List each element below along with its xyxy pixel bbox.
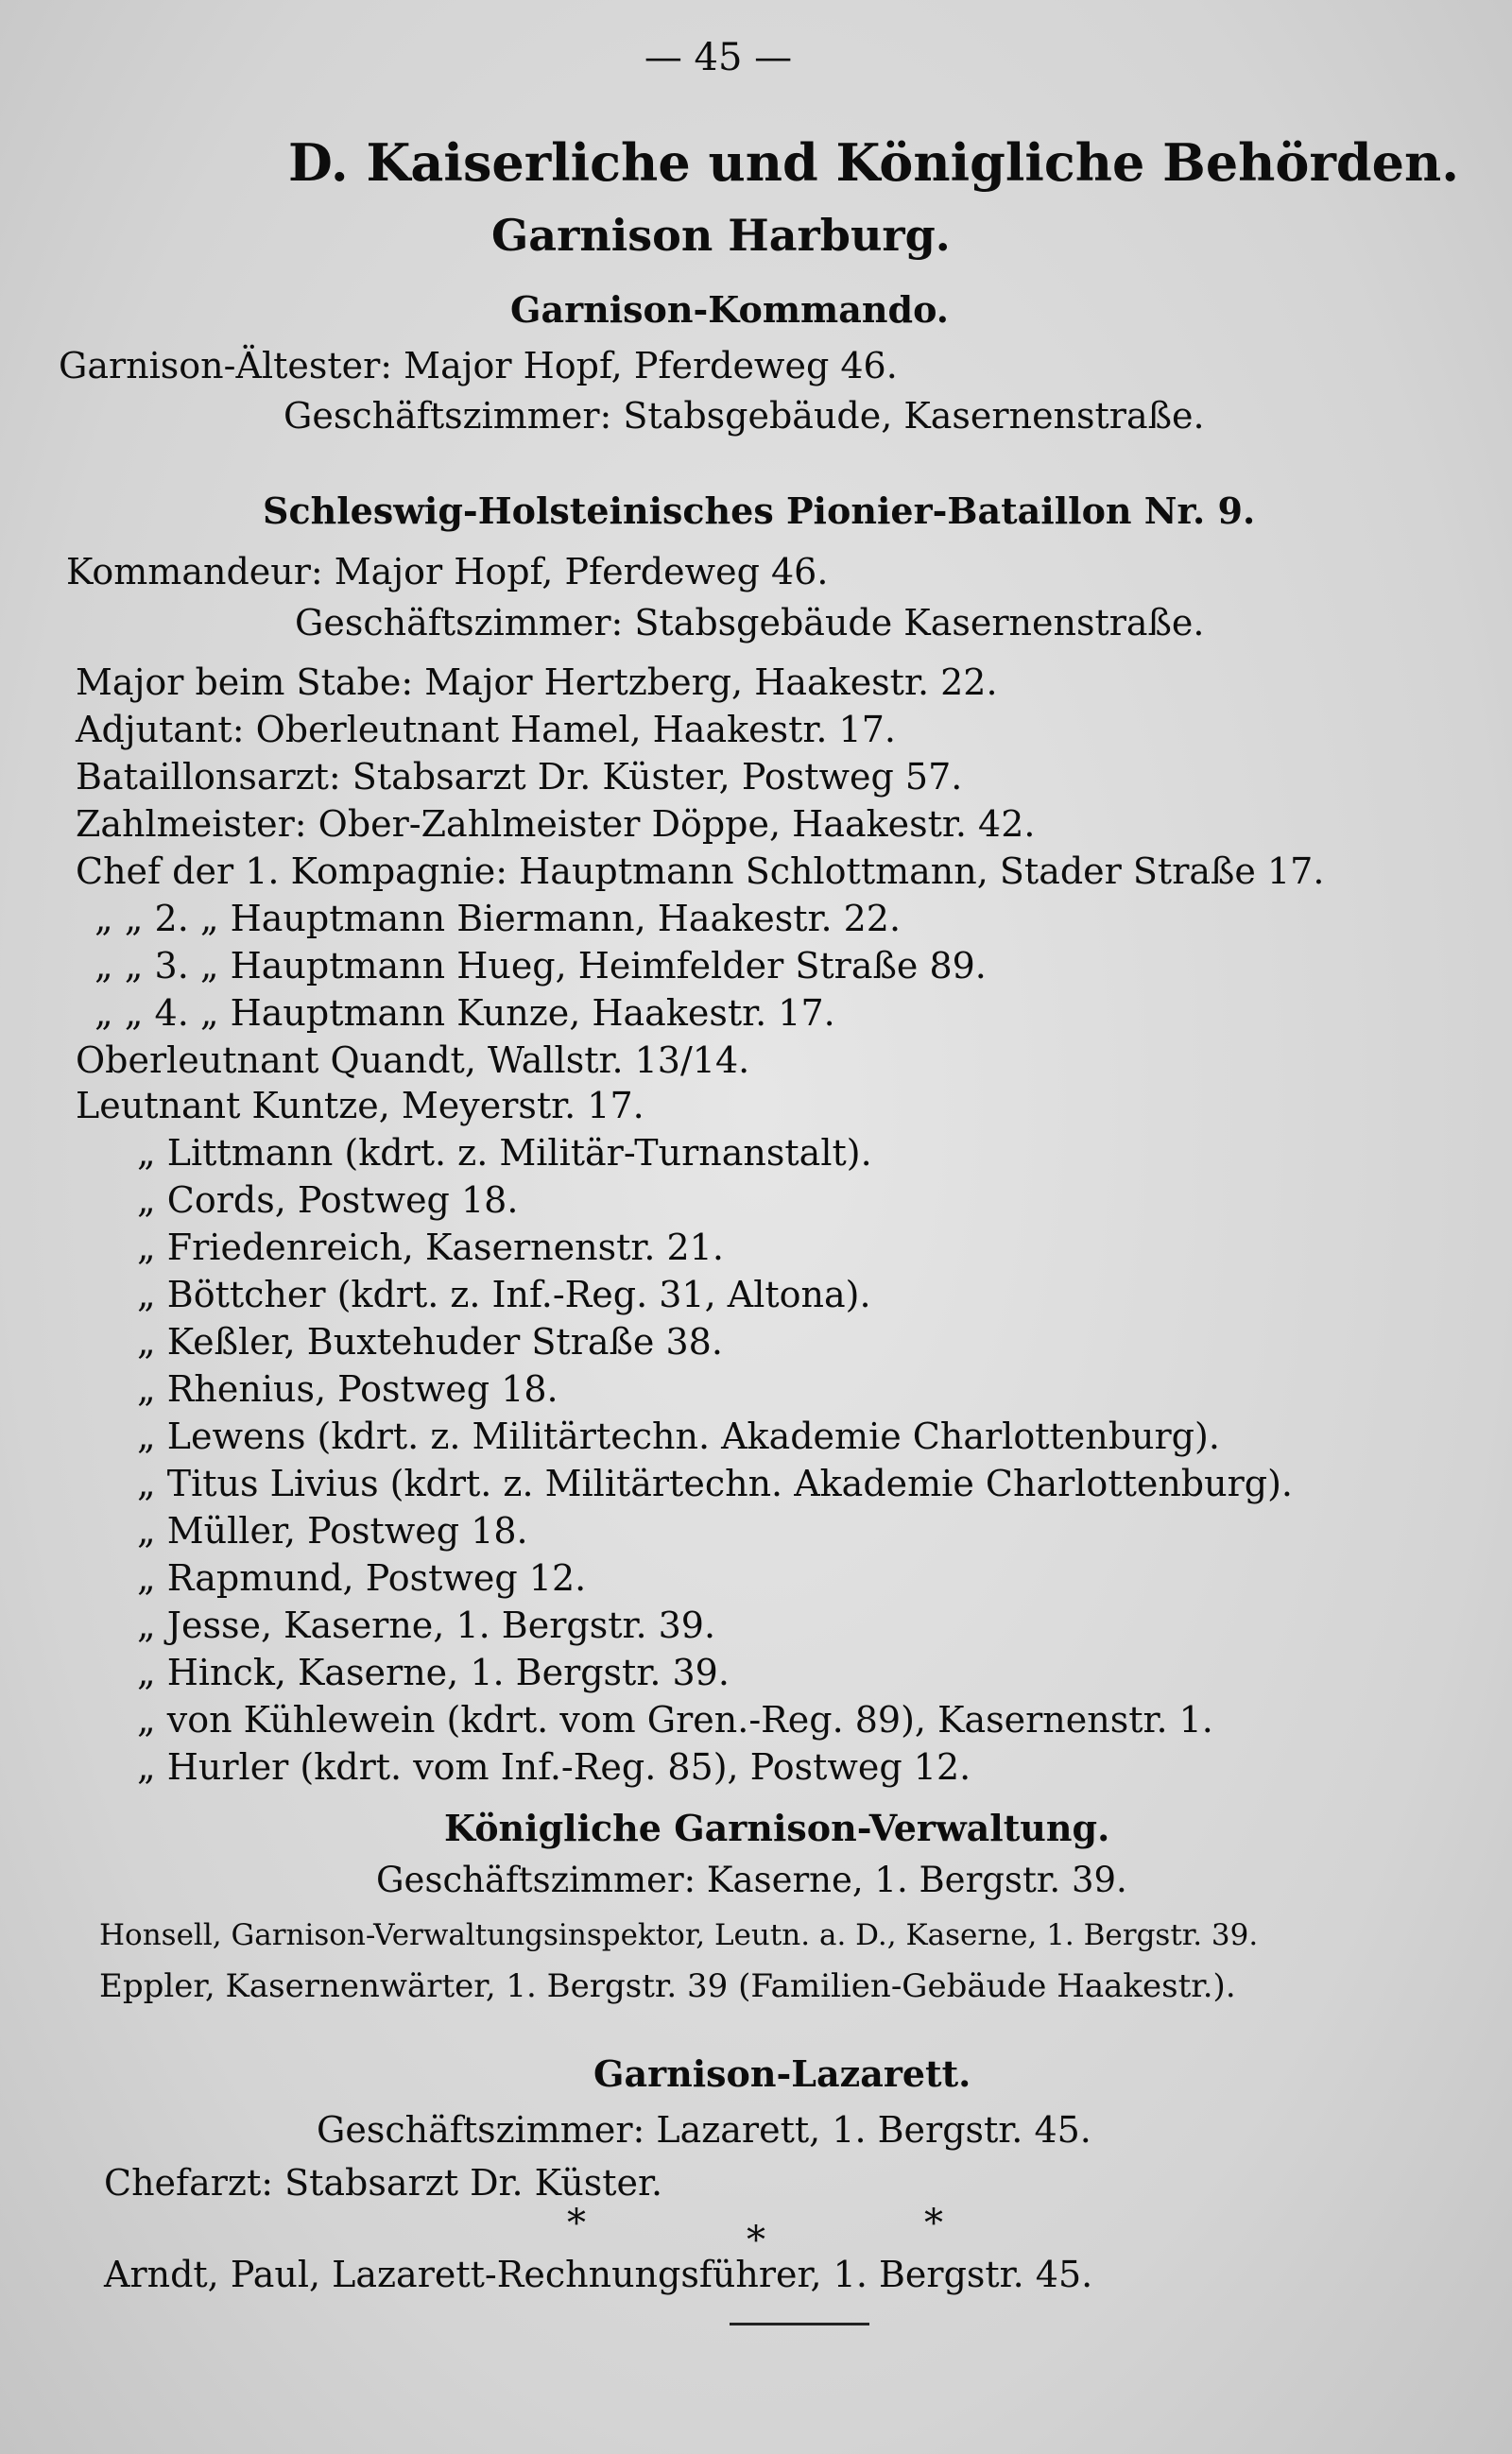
bataillon-line: „ Friedenreich, Kasernenstr. 21.: [137, 1227, 724, 1268]
verwaltung-line: Eppler, Kasernenwärter, 1. Bergstr. 39 (Familien-Gebäude Haakestr.).: [99, 1967, 1236, 2005]
bataillon-line: „ Hurler (kdrt. vom Inf.-Reg. 85), Postweg 12.: [137, 1746, 971, 1788]
bataillon-line: Major beim Stabe: Major Hertzberg, Haakestr. 22.: [76, 661, 998, 703]
bataillon-line: Kommandeur: Major Hopf, Pferdeweg 46.: [66, 551, 829, 592]
star-mark: *: [747, 2219, 765, 2262]
lazarett-line: Chefarzt: Stabsarzt Dr. Küster.: [104, 2162, 663, 2204]
bataillon-line: „ Lewens (kdrt. z. Militärtechn. Akademie Charlottenburg).: [137, 1416, 1220, 1457]
bataillon-line: „ „ 2. „ Hauptmann Biermann, Haakestr. 22.: [94, 898, 902, 939]
verwaltung-line: Honsell, Garnison-Verwaltungsinspektor, Leutn. a. D., Kaserne, 1. Bergstr. 39.: [99, 1918, 1259, 1952]
bataillon-line: „ Titus Livius (kdrt. z. Militärtechn. Akademie Charlottenburg).: [137, 1463, 1293, 1504]
bataillon-line: Geschäftszimmer: Stabsgebäude Kasernenstraße.: [295, 602, 1205, 644]
bataillon-line: „ „ 4. „ Hauptmann Kunze, Haakestr. 17.: [94, 992, 835, 1034]
bataillon-line: Leutnant Kuntze, Meyerstr. 17.: [76, 1085, 644, 1126]
bataillon-line: Bataillonsarzt: Stabsarzt Dr. Küster, Postweg 57.: [76, 756, 963, 798]
bataillon-line: „ Böttcher (kdrt. z. Inf.-Reg. 31, Altona).: [137, 1274, 871, 1315]
lazarett-line: Arndt, Paul, Lazarett-Rechnungsführer, 1. Bergstr. 45.: [104, 2254, 1093, 2295]
bataillon-line: „ Rhenius, Postweg 18.: [137, 1368, 558, 1410]
verwaltung-heading: Königliche Garnison-Verwaltung.: [444, 1807, 1110, 1849]
closing-rule: [730, 2323, 869, 2325]
bataillon-line: „ Keßler, Buxtehuder Straße 38.: [137, 1321, 723, 1363]
bataillon-line: „ Littmann (kdrt. z. Militär-Turnanstalt).: [137, 1132, 872, 1174]
garrison-title: Garnison Harburg.: [491, 210, 951, 261]
bataillon-line: „ Hinck, Kaserne, 1. Bergstr. 39.: [137, 1652, 730, 1693]
bataillon-line: „ Müller, Postweg 18.: [137, 1510, 528, 1552]
page-number: — 45 —: [644, 36, 793, 79]
bataillon-line: „ Rapmund, Postweg 12.: [137, 1557, 587, 1599]
star-mark: *: [924, 2202, 943, 2245]
star-mark: *: [567, 2202, 586, 2245]
lazarett-line: Geschäftszimmer: Lazarett, 1. Bergstr. 45.: [317, 2109, 1091, 2151]
section-title: D. Kaiserliche und Königliche Behörden.: [288, 132, 1460, 193]
bataillon-heading: Schleswig-Holsteinisches Pionier-Bataillon Nr. 9.: [263, 489, 1256, 532]
verwaltung-line: Geschäftszimmer: Kaserne, 1. Bergstr. 39.: [376, 1860, 1127, 1900]
bataillon-line: „ „ 3. „ Hauptmann Hueg, Heimfelder Straße 89.: [94, 945, 987, 987]
bataillon-line: Chef der 1. Kompagnie: Hauptmann Schlottmann, Stader Straße 17.: [76, 850, 1325, 892]
lazarett-heading: Garnison-Lazarett.: [593, 2052, 971, 2095]
bataillon-line: „ Cords, Postweg 18.: [137, 1179, 519, 1221]
bataillon-line: Adjutant: Oberleutnant Hamel, Haakestr. 17.: [76, 709, 896, 750]
bataillon-line: „ von Kühlewein (kdrt. vom Gren.-Reg. 89), Kasernenstr. 1.: [137, 1699, 1213, 1741]
kommando-line: Geschäftszimmer: Stabsgebäude, Kasernenstraße.: [284, 395, 1205, 437]
kommando-heading: Garnison-Kommando.: [510, 288, 949, 331]
kommando-line: Garnison-Ältester: Major Hopf, Pferdeweg 46.: [59, 345, 898, 386]
bataillon-line: Zahlmeister: Ober-Zahlmeister Döppe, Haakestr. 42.: [76, 803, 1036, 845]
bataillon-line: „ Jesse, Kaserne, 1. Bergstr. 39.: [137, 1605, 716, 1646]
bataillon-line: Oberleutnant Quandt, Wallstr. 13/14.: [76, 1039, 750, 1081]
